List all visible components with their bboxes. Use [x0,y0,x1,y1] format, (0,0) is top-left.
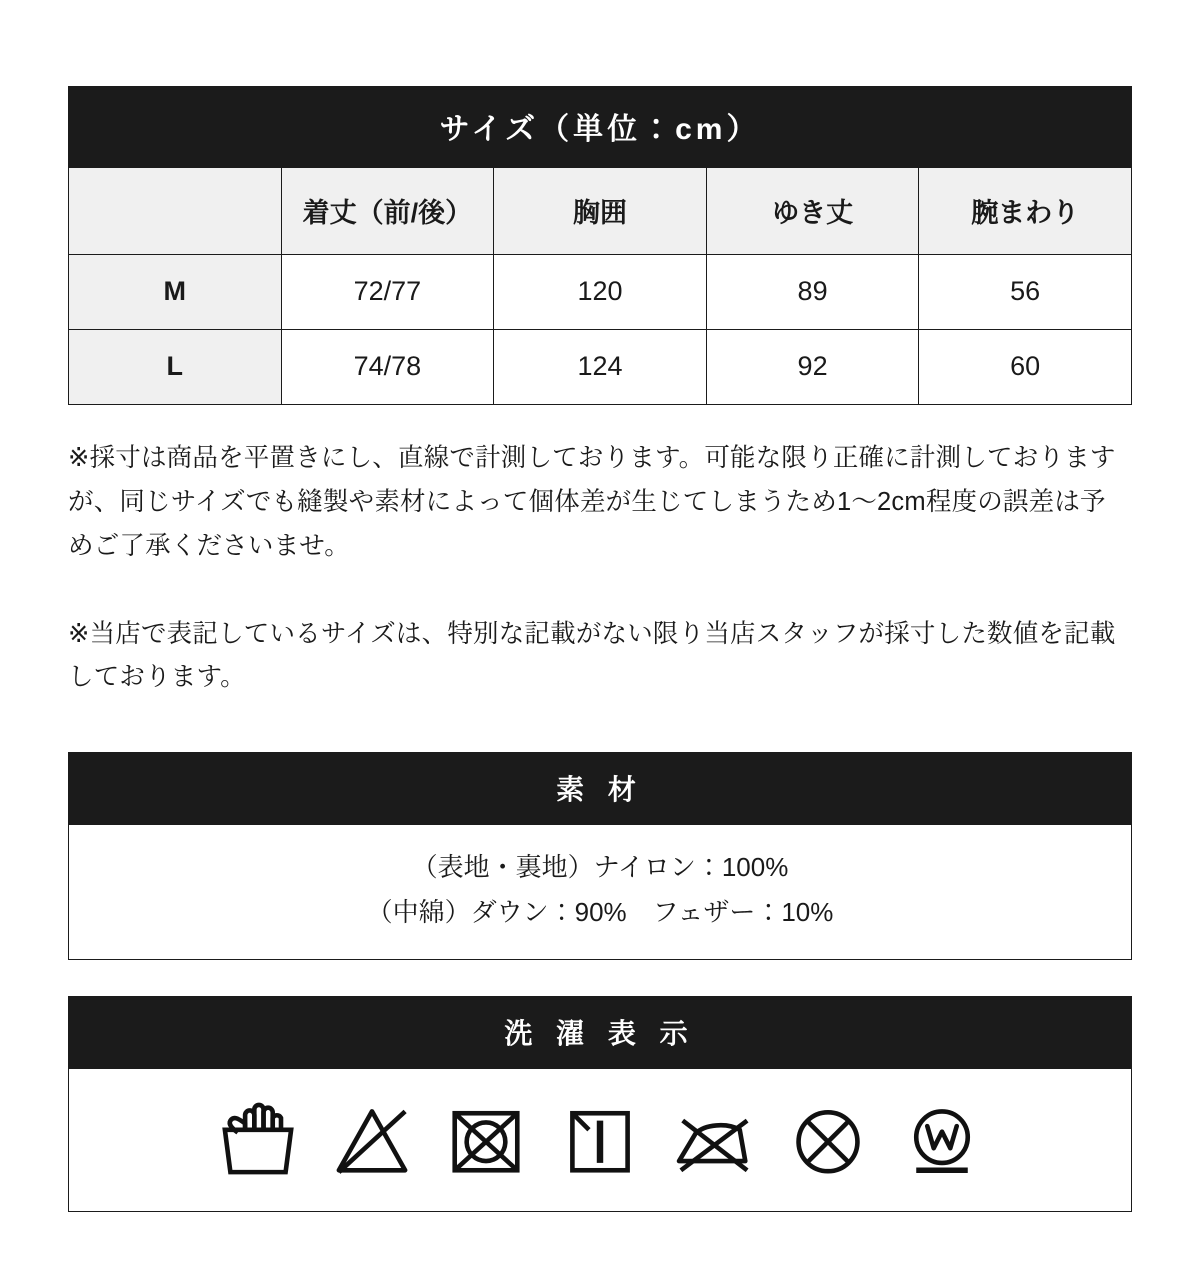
size-table-caption-row [69,87,1132,168]
product-spec-page [0,86,1200,1286]
size-table-header-row [69,168,1132,255]
care-icons-row [69,1069,1131,1211]
no-iron-icon [668,1093,760,1185]
staff-measure-note: ※当店で表記しているサイズは、特別な記載がない限り当店スタッフが採寸した数値を記載しております。 [68,619,1116,692]
size-l-length: 74/78 [281,330,494,405]
material-section-title: 素 材 [69,753,1131,825]
wet-clean-mild-icon [896,1093,988,1185]
material-section [68,752,1132,959]
size-m-sleeve: 89 [706,255,919,330]
size-table-corner-cell [69,168,282,255]
hand-wash-icon [212,1093,304,1185]
size-row-label-m: M [69,255,282,330]
material-line-filling: （中綿）ダウン：90% フェザー：10% [366,897,834,928]
size-l-armhole: 60 [919,330,1132,405]
size-l-sleeve: 92 [706,330,919,405]
size-m-length: 72/77 [281,255,494,330]
no-tumble-dry-icon [440,1093,532,1185]
no-bleach-icon [326,1093,418,1185]
size-l-chest: 124 [494,330,707,405]
table-row [69,330,1132,405]
line-dry-in-shade-icon [554,1093,646,1185]
size-m-armhole: 56 [919,255,1132,330]
size-table-col-length: 着丈（前/後） [281,168,494,255]
material-line-outer: （表地・裏地）ナイロン：100% [411,852,789,883]
material-section-body [69,825,1131,958]
size-table-col-sleeve: ゆき丈 [706,168,919,255]
size-row-label-l: L [69,330,282,405]
measurement-note: ※採寸は商品を平置きにし、直線で計測しております。可能な限り正確に計測しておりますが、同じサイズでも縫製や素材によって個体差が生じてしまうため1〜2cm程度の誤差は予めご了承くださいませ。 [68,444,1116,560]
care-section [68,996,1132,1212]
size-m-chest: 120 [494,255,707,330]
size-table-col-armhole: 腕まわり [919,168,1132,255]
care-section-title: 洗 濯 表 示 [69,997,1131,1069]
size-table-caption: サイズ（単位：cm） [69,87,1132,168]
size-table-col-chest: 胸囲 [494,168,707,255]
table-row [69,255,1132,330]
size-table [68,86,1132,405]
no-dry-clean-icon [782,1093,874,1185]
